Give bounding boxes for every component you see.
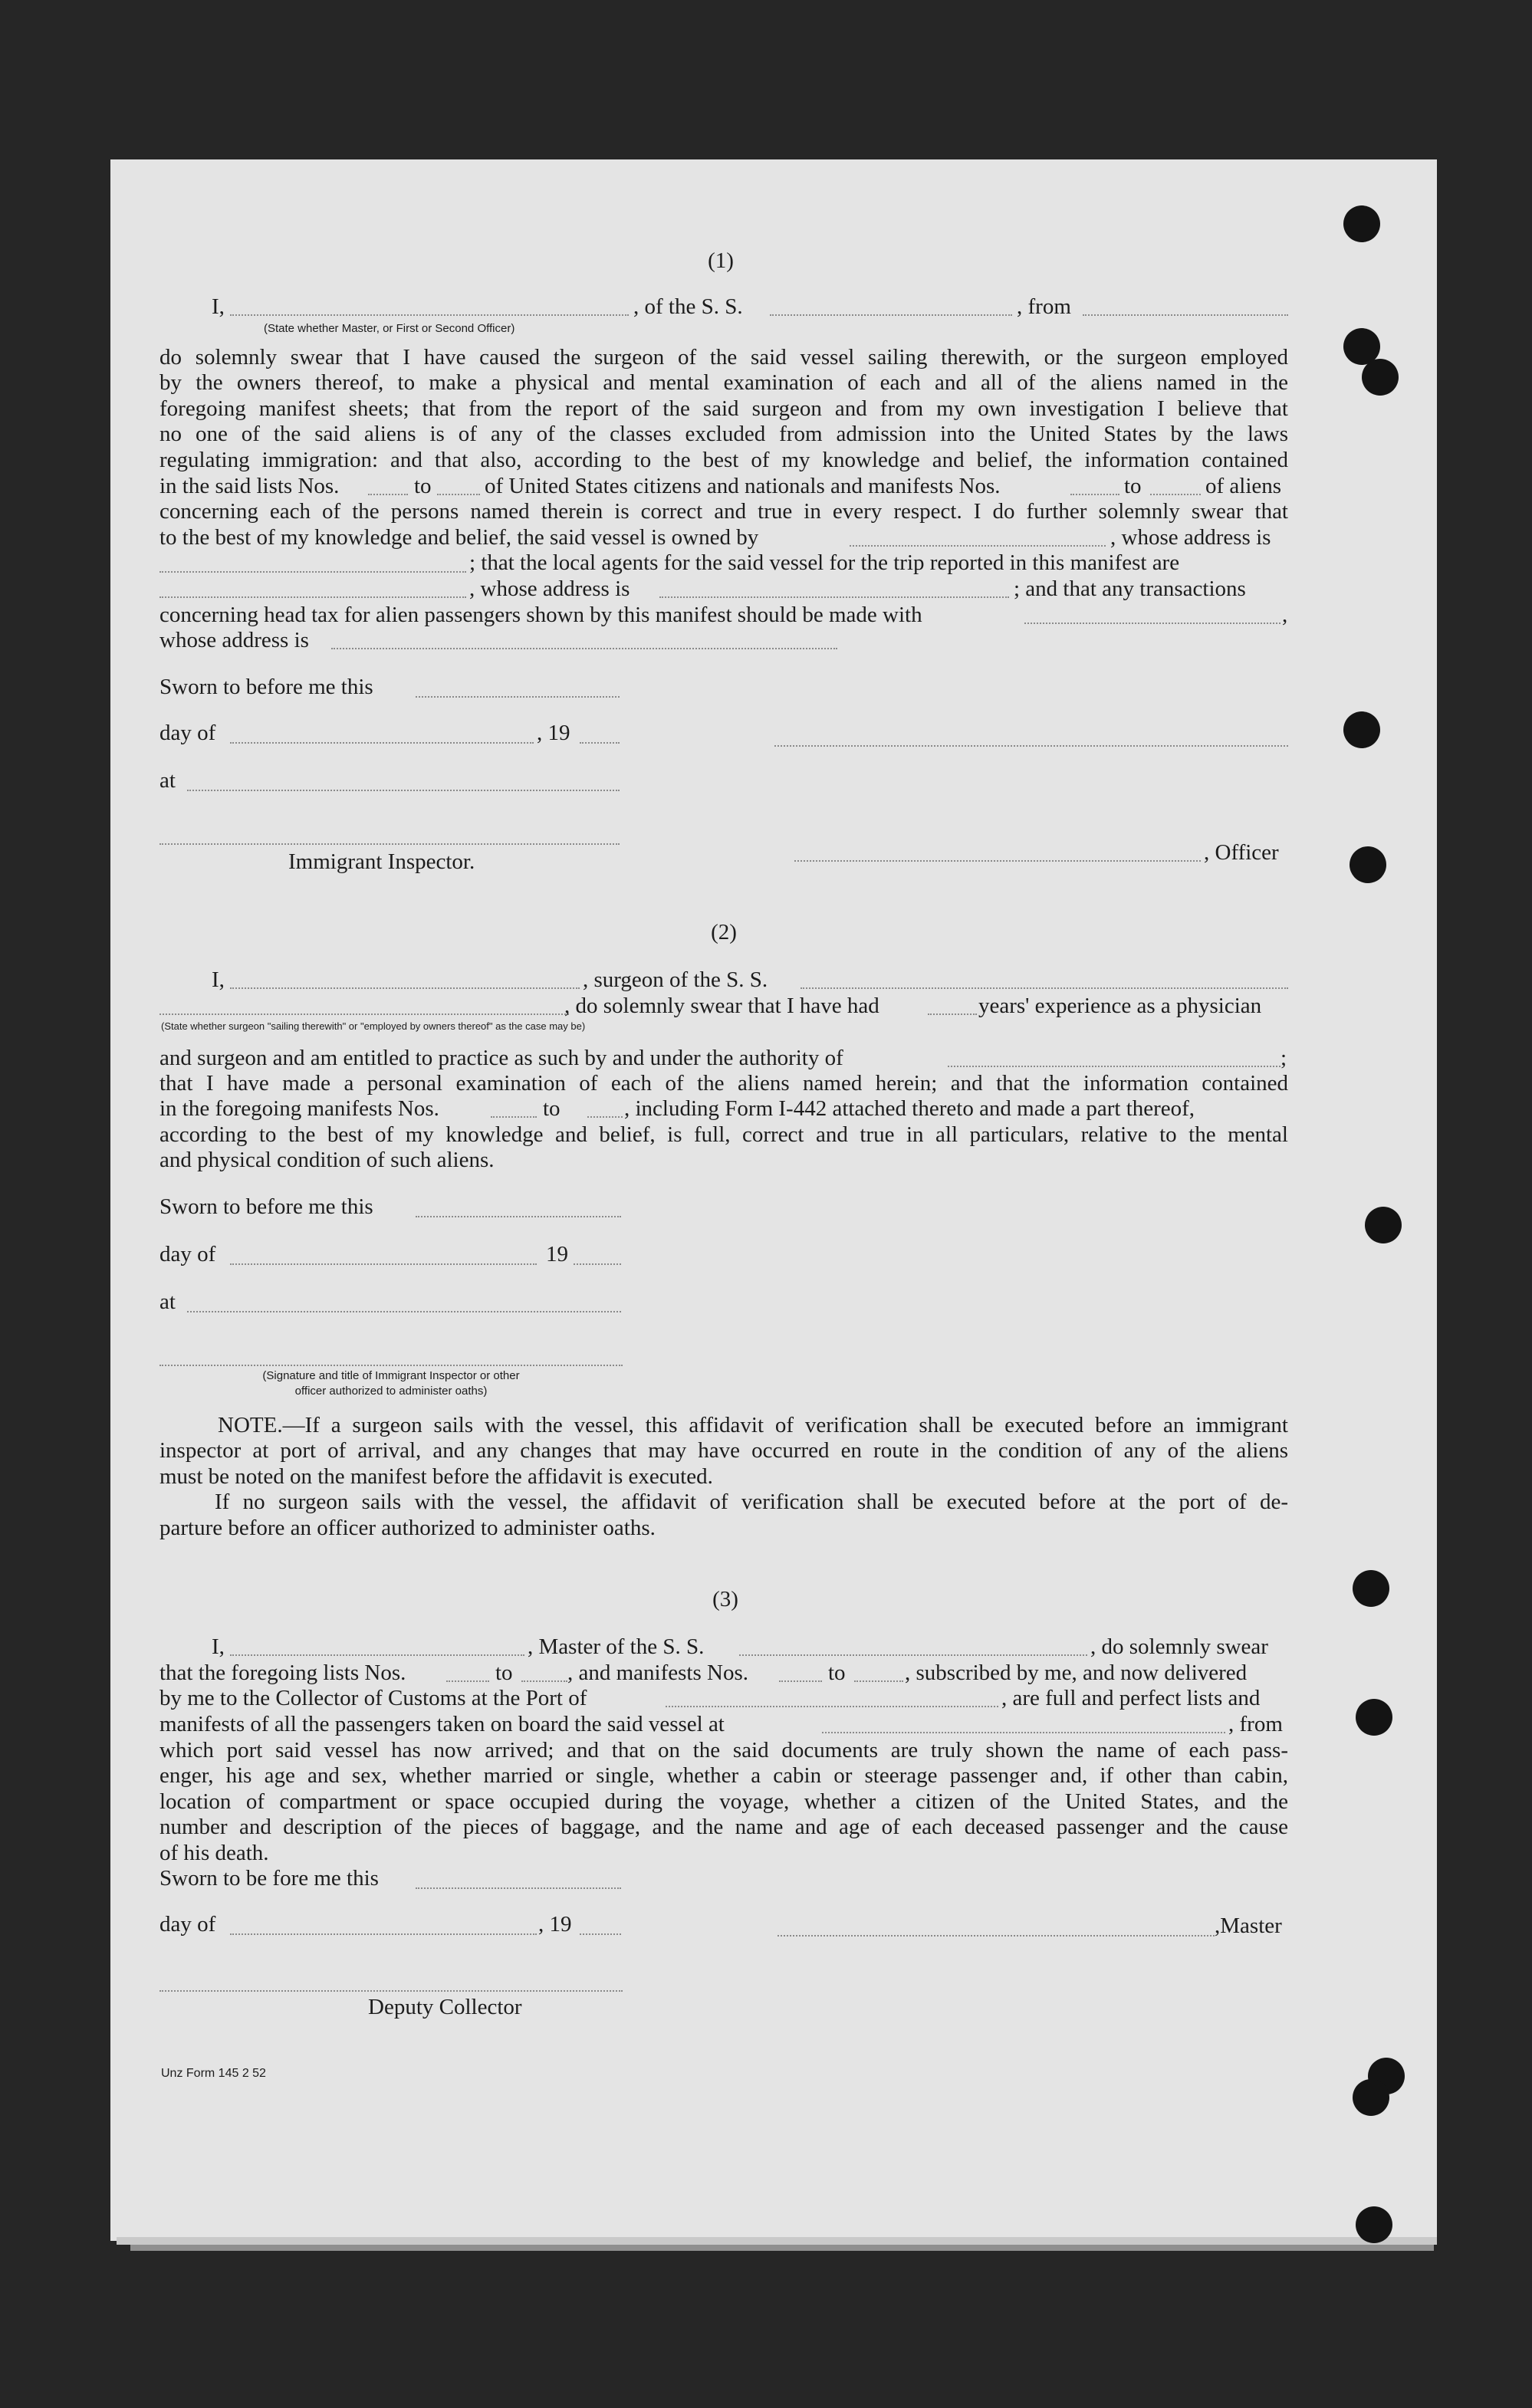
master-paragraph: location of compartment or space occupied during the voyage, whether a citizen of the United States, and the [159,1789,1288,1814]
surgeon-of-ss-label: , surgeon of the S. S. [583,967,768,992]
years-field [928,1013,977,1015]
departure-port-field [822,1732,1225,1733]
signature-note: (Signature and title of Immigrant Inspector or other [262,1369,520,1382]
oath-paragraph-4: no one of the said aliens is of any of the classes excluded from admission into the United States by the laws [159,422,1288,446]
master-name-field [230,1654,524,1656]
lists-nos-label: in the said lists Nos. [159,474,340,498]
to-label: to [495,1661,513,1685]
oath-paragraph-5: regulating immigration: and that also, according to the best of my knowledge and belief, the information contained [159,448,1288,472]
port-label: by me to the Collector of Customs at the Port of [159,1686,587,1710]
sworn-year-field [580,742,620,744]
note-paragraph: If no surgeon sails with the vessel, the affidavit of verification shall be executed before at the port of de- [215,1490,1288,1514]
section-3-number: (3) [712,1587,738,1611]
surgeon-paragraph-6: according to the best of my knowledge and belief, is full, correct and true in all particulars, relative to the mental [159,1122,1288,1147]
port-field [666,1706,998,1707]
owner-field [850,545,1106,547]
i-label: I, [212,967,225,992]
sworn-day-field [416,1216,621,1217]
whose-address-label: , whose address is [1110,525,1271,550]
solemnly-swear-label: , do solemnly swear [1090,1634,1268,1659]
to-label: to [414,474,432,498]
oath-paragraph-1: do solemnly swear that I have caused the surgeon of the said vessel sailing therewith, or the surgeon employed [159,345,1288,370]
section-1-number: (1) [708,248,734,273]
oath-paragraph-2: by the owners thereof, to make a physical and mental examination of each and all of the aliens named in the [159,370,1288,395]
sworn-year-field [574,1263,621,1265]
punch-hole [1353,2079,1389,2116]
from-port-field [1083,314,1288,316]
agents-address-field [659,596,1009,598]
sworn-label: Sworn to before me this [159,675,373,699]
lists-from-field [368,494,408,495]
inspector-title: Immigrant Inspector. [288,849,475,874]
to-label: to [828,1661,846,1685]
from-label: , from [1228,1712,1283,1736]
sworn-year-field [580,1933,621,1935]
i-label: I, [212,1634,225,1659]
comma: , [1282,603,1288,627]
sworn-label: Sworn to before me this [159,1194,373,1219]
paper-edge [117,2237,1437,2245]
sworn-month-field [230,1933,537,1935]
taken-on-board-label: manifests of all the passengers taken on board the said vessel at [159,1712,725,1736]
lists-to-field [437,494,480,495]
signature-note: officer authorized to administer oaths) [294,1385,488,1398]
year-label: 19 [546,1242,568,1266]
delivered-label: , subscribed by me, and now delivered [905,1661,1248,1685]
vessel-name-field [770,314,1012,316]
to-label: to [1124,474,1142,498]
authority-label: and surgeon and am entitled to practice as such by and under the authority of [159,1046,843,1070]
master-paragraph: number and description of the pieces of baggage, and the name and age of each deceased passenger and the cause [159,1815,1288,1839]
year-label: , 19 [538,1912,572,1937]
manifests-from-field [1070,494,1119,495]
officer-title: , Officer [1204,840,1279,865]
manifests-from-field [779,1680,822,1682]
master-of-ss-label: , Master of the S. S. [528,1634,705,1659]
agents-address-label: , whose address is [469,577,630,601]
manifests-from-field [491,1116,537,1118]
form-number: Unz Form 145 2 52 [161,2067,266,2080]
sworn-day-field [416,1887,621,1889]
punch-hole [1356,1699,1392,1736]
master-paragraph: which port said vessel has now arrived; and that on the said documents are truly shown the name of each pass- [159,1738,1288,1762]
oath-paragraph-3: foregoing manifest sheets; that from the report of the said surgeon and from my own investigation I believe that [159,396,1288,421]
manifests-to-field [1150,494,1201,495]
owner-address-field [159,571,466,573]
inspector-signature-field [159,843,620,845]
punch-hole [1362,359,1399,396]
whose-address-label: whose address is [159,628,309,652]
sworn-label: Sworn to be fore me this [159,1866,379,1891]
manifests-to-field [587,1116,623,1118]
officer-rank-note: (State whether Master, or First or Second Officer) [264,322,515,335]
master-paragraph: of his death. [159,1841,269,1865]
head-tax-contact-field [1024,623,1281,624]
master-vessel-field [739,1654,1087,1656]
master-title: ,Master [1215,1914,1282,1938]
surgeon-status-note: (State whether surgeon "sailing therewith" or "employed by owners thereof" as the case may be) [161,1020,586,1032]
semicolon: ; [1281,1046,1287,1070]
citizens-manifests-label: of United States citizens and nationals and manifests Nos. [485,474,1001,498]
punch-hole [1343,711,1380,748]
signature-field [774,745,1288,747]
sworn-place-field [187,790,620,791]
owned-by-label: to the best of my knowledge and belief, the said vessel is owned by [159,525,759,550]
surgeon-vessel-field [801,987,1288,989]
oath-paragraph-7: concerning each of the persons named therein is correct and true in every respect. I do further solemnly swear that [159,499,1288,524]
i-label: I, [212,294,225,319]
lists-to-field [521,1680,567,1682]
local-agents-label: ; that the local agents for the said vessel for the trip reported in this manifest are [469,550,1180,575]
day-of-label: day of [159,721,216,745]
head-tax-label: concerning head tax for alien passengers shown by this manifest should be made with [159,603,922,627]
note-paragraph: must be noted on the manifest before the affidavit is executed. [159,1464,713,1489]
year-label: , 19 [537,721,570,745]
form-i442-label: , including Form I-442 attached thereto and made a part thereof, [624,1096,1195,1121]
punch-hole [1365,1207,1402,1243]
sworn-place-field [187,1311,621,1312]
note-paragraph: parture before an officer authorized to administer oaths. [159,1516,656,1540]
surgeon-status-field [159,1013,569,1015]
surgeon-paragraph-7: and physical condition of such aliens. [159,1148,495,1172]
officer-rank-field [230,314,629,316]
section-2-number: (2) [711,920,737,944]
note-paragraph: inspector at port of arrival, and any changes that may have occurred en route in the condition of any of the aliens [159,1438,1288,1463]
lists-from-field [446,1680,489,1682]
day-of-label: day of [159,1242,216,1266]
paper-edge-shadow [130,2245,1434,2251]
surgeon-paragraph-4: that I have made a personal examination of each of the aliens named herein; and that the information contained [159,1071,1288,1096]
transactions-label: ; and that any transactions [1014,577,1246,601]
punch-hole [1343,205,1380,242]
at-label: at [159,768,176,793]
head-tax-address-field [331,648,837,649]
deputy-title: Deputy Collector [368,1995,522,2019]
perfect-lists-label: , are full and perfect lists and [1001,1686,1261,1710]
officer-signature-field [794,860,1201,862]
officer-signature-field [159,1365,623,1366]
punch-hole [1350,846,1386,883]
manifests-nos-label: , and manifests Nos. [567,1661,748,1685]
from-label: , from [1017,294,1071,319]
lists-nos-label: that the foregoing lists Nos. [159,1661,406,1685]
authority-field [948,1066,1281,1067]
master-signature-field [778,1935,1215,1937]
solemnly-swear-label: , do solemnly swear that I have had [564,994,879,1018]
sworn-month-field [230,742,534,744]
surgeon-name-field [230,987,580,989]
deputy-signature-field [159,1990,623,1992]
master-paragraph: enger, his age and sex, whether married or single, whether a cabin or steerage passenger and, if other than cabin, [159,1763,1288,1788]
manifests-to-field [854,1680,903,1682]
of-ss-label: , of the S. S. [633,294,743,319]
sworn-month-field [230,1263,537,1265]
punch-hole [1356,2206,1392,2243]
experience-label: years' experience as a physician [978,994,1262,1018]
of-aliens-label: of aliens [1205,474,1282,498]
day-of-label: day of [159,1912,216,1937]
note-paragraph: NOTE.—If a surgeon sails with the vessel, this affidavit of verification shall be executed before an immigrant [218,1413,1288,1437]
at-label: at [159,1289,176,1314]
sworn-day-field [416,696,620,698]
manifests-nos-label: in the foregoing manifests Nos. [159,1096,439,1121]
agents-field [159,596,466,598]
punch-hole [1353,1570,1389,1607]
to-label: to [543,1096,561,1121]
